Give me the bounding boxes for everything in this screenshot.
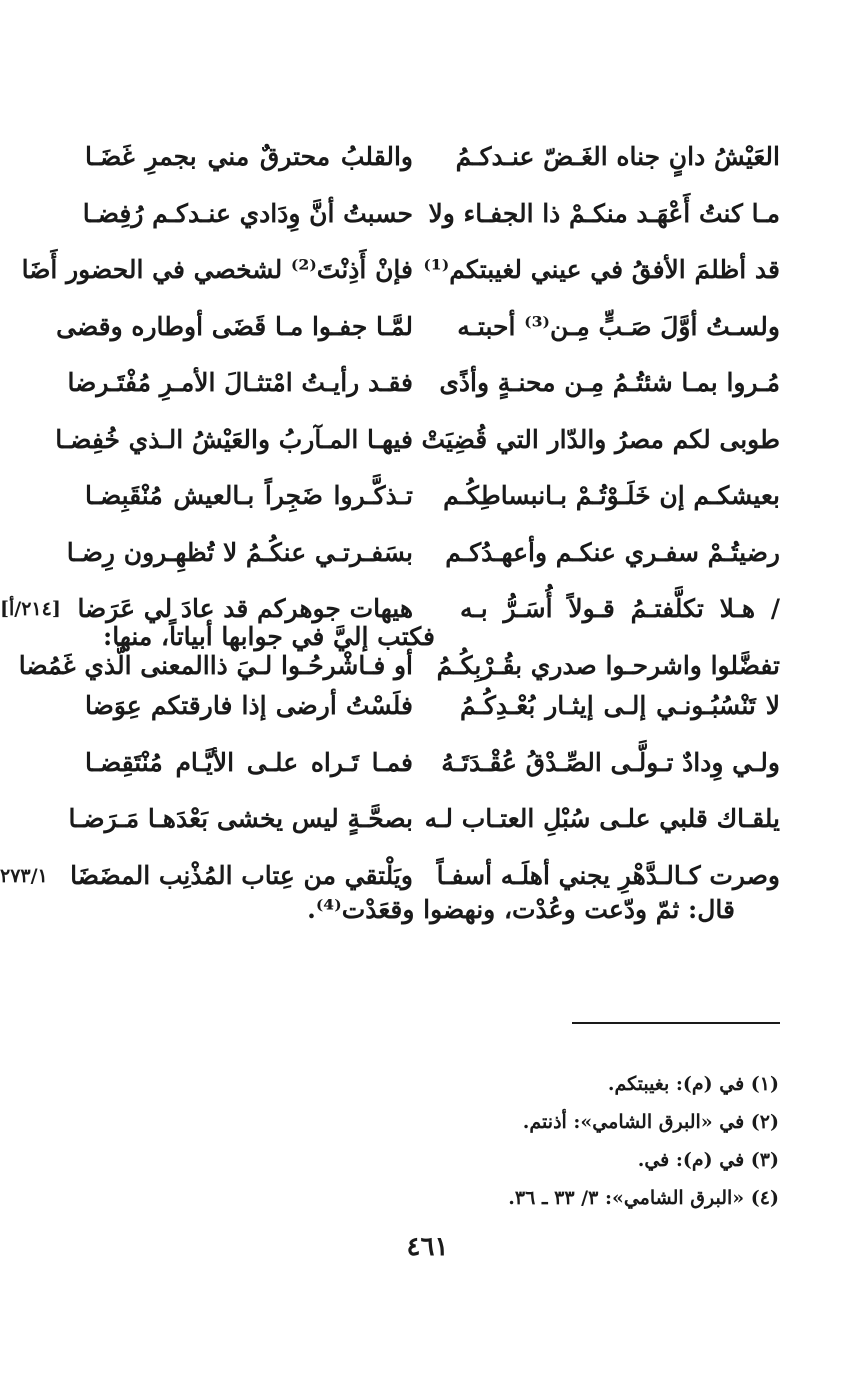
- verse-line: [0, 412, 855, 469]
- first-hemistich: طوبى لكم مصرُ والدّار التي قُضِيَتْ: [421, 424, 780, 454]
- first-hemistich: وصرت كـالـدَّهْرِ يجني أهلَـه أسفـاً: [436, 860, 780, 890]
- poem-first: [0, 129, 855, 694]
- first-hemistich: لا تَنْسُبُـونـي إلـى إيثـار بُعْـدِكُـمُ: [460, 691, 780, 720]
- verse-line: [0, 299, 855, 356]
- first-hemistich: ولـي وِدادٌ تـولَّـى الصِّـدْقُ عُقْـدَتَـهُ: [441, 747, 780, 777]
- footnote: (٤) «البرق الشامي»: ٣/ ٣٣ ـ ٣٦.: [508, 1187, 779, 1209]
- first-hemistich: بعيشكـم إن خَلَـوْتُـمْ بـانبساطِكُـم: [443, 481, 780, 510]
- footnote: (٢) في «البرق الشامي»: أذنتم.: [522, 1111, 779, 1133]
- first-hemistich: العَيْشُ دانٍ جناه الغَـضّ عنـدكـمُ: [455, 142, 780, 171]
- footnote: (٣) في (م): في.: [637, 1149, 779, 1171]
- first-hemistich: رضيتُـمْ سفـري عنكـم وأعهـدُكـم: [445, 537, 780, 567]
- second-hemistich: فلَسْتُ أرضى إذا فارقتكم عِوَضا: [85, 691, 413, 720]
- verse-line: [0, 355, 855, 412]
- first-hemistich: مُـروا بمـا شئتُـمُ مِـن محنـةٍ وأذًى: [439, 368, 780, 397]
- verse-line: [0, 129, 855, 186]
- margin-reference: ٢٧٣/١: [0, 864, 48, 887]
- closing-text: قال: ثمّ ودّعت وعُدْت، ونهضوا وقعَدْت⁽⁴⁾.: [307, 895, 735, 924]
- second-hemistich: ويَلْتقي من عِتاب المُذْنِب المضَضَا: [70, 860, 413, 890]
- second-hemistich: هيهات جوهركم قد عادَ لي عَرَضا: [77, 594, 413, 623]
- intro-text: فكتب إليَّ في جوابها أبياتاً، منها:: [103, 622, 435, 651]
- first-hemistich: تفضَّلوا واشرحـوا صدري بقُـرْبِكُـمُ: [436, 650, 780, 680]
- second-hemistich: لمَّـا جفـوا مـا قَضَى أوطاره وقضى: [56, 311, 413, 341]
- second-hemistich: فمـا تَـراه علـى الأيَّـام مُنْتَقِضـا: [85, 747, 413, 777]
- second-hemistich: فيهـا المـآربُ والعَيْشُ الـذي خُفِضـا: [55, 424, 413, 454]
- verse-line: [0, 735, 855, 792]
- second-hemistich: والقلبُ محترقٌ مني بجمرِ غَضَـا: [85, 142, 413, 171]
- verse-line: [0, 791, 855, 848]
- second-hemistich: أو فـاشْرحُـوا لـيَ ذاالمعنى الَّذي غَمُضا: [18, 650, 413, 680]
- footnotes: [508, 1065, 779, 1217]
- poem-reply: [0, 678, 855, 904]
- second-hemistich: حسبتُ أنَّ وِدَادي عنـدكـم رُفِضـا: [82, 198, 413, 228]
- verse-line: [0, 678, 855, 735]
- footnote: (١) في (م): بغيبتكم.: [607, 1073, 779, 1095]
- second-hemistich: بصحَّـةٍ ليس يخشى بَعْدَهـا مَـرَضـا: [68, 804, 413, 833]
- verse-line: [0, 242, 855, 299]
- footnote-separator: [572, 1022, 780, 1024]
- verse-line: [0, 186, 855, 243]
- first-hemistich: مـا كنتُ أَعْهَـد منكـمْ ذا الجفـاء ولا: [428, 198, 780, 228]
- verse-line: [0, 468, 855, 525]
- verse-line: [0, 525, 855, 582]
- first-hemistich: قد أظلمَ الأفقُ في عيني لغيبتكم⁽¹⁾: [423, 255, 780, 284]
- first-hemistich: / هـلا تكلَّفتـمُ قـولاً أُسَـرُّ بـه: [460, 594, 780, 623]
- first-hemistich: يلقـاك قلبي علـى سُبْلِ العتـاب لـه: [424, 804, 780, 833]
- second-hemistich: تـذكَّـروا ضَجِراً بـالعيش مُنْقَبِضـا: [85, 481, 413, 510]
- first-hemistich: ولسـتُ أوَّلَ صَـبٍّ مِـن⁽³⁾ أحبتـه: [457, 311, 780, 341]
- second-hemistich: فإنْ أَذِنْتَ⁽²⁾ لشخصي في الحضور أَضَا: [21, 255, 413, 284]
- second-hemistich: بسَفـرتـي عنكُـمُ لا تُظهِـرون رِضـا: [66, 537, 413, 567]
- page-number: ٤٦١: [406, 1232, 449, 1262]
- margin-reference: [٢١٤/أ]: [0, 598, 61, 620]
- second-hemistich: فقـد رأيـتُ امْتثـالَ الأمـرِ مُفْتَـرضا: [67, 368, 413, 397]
